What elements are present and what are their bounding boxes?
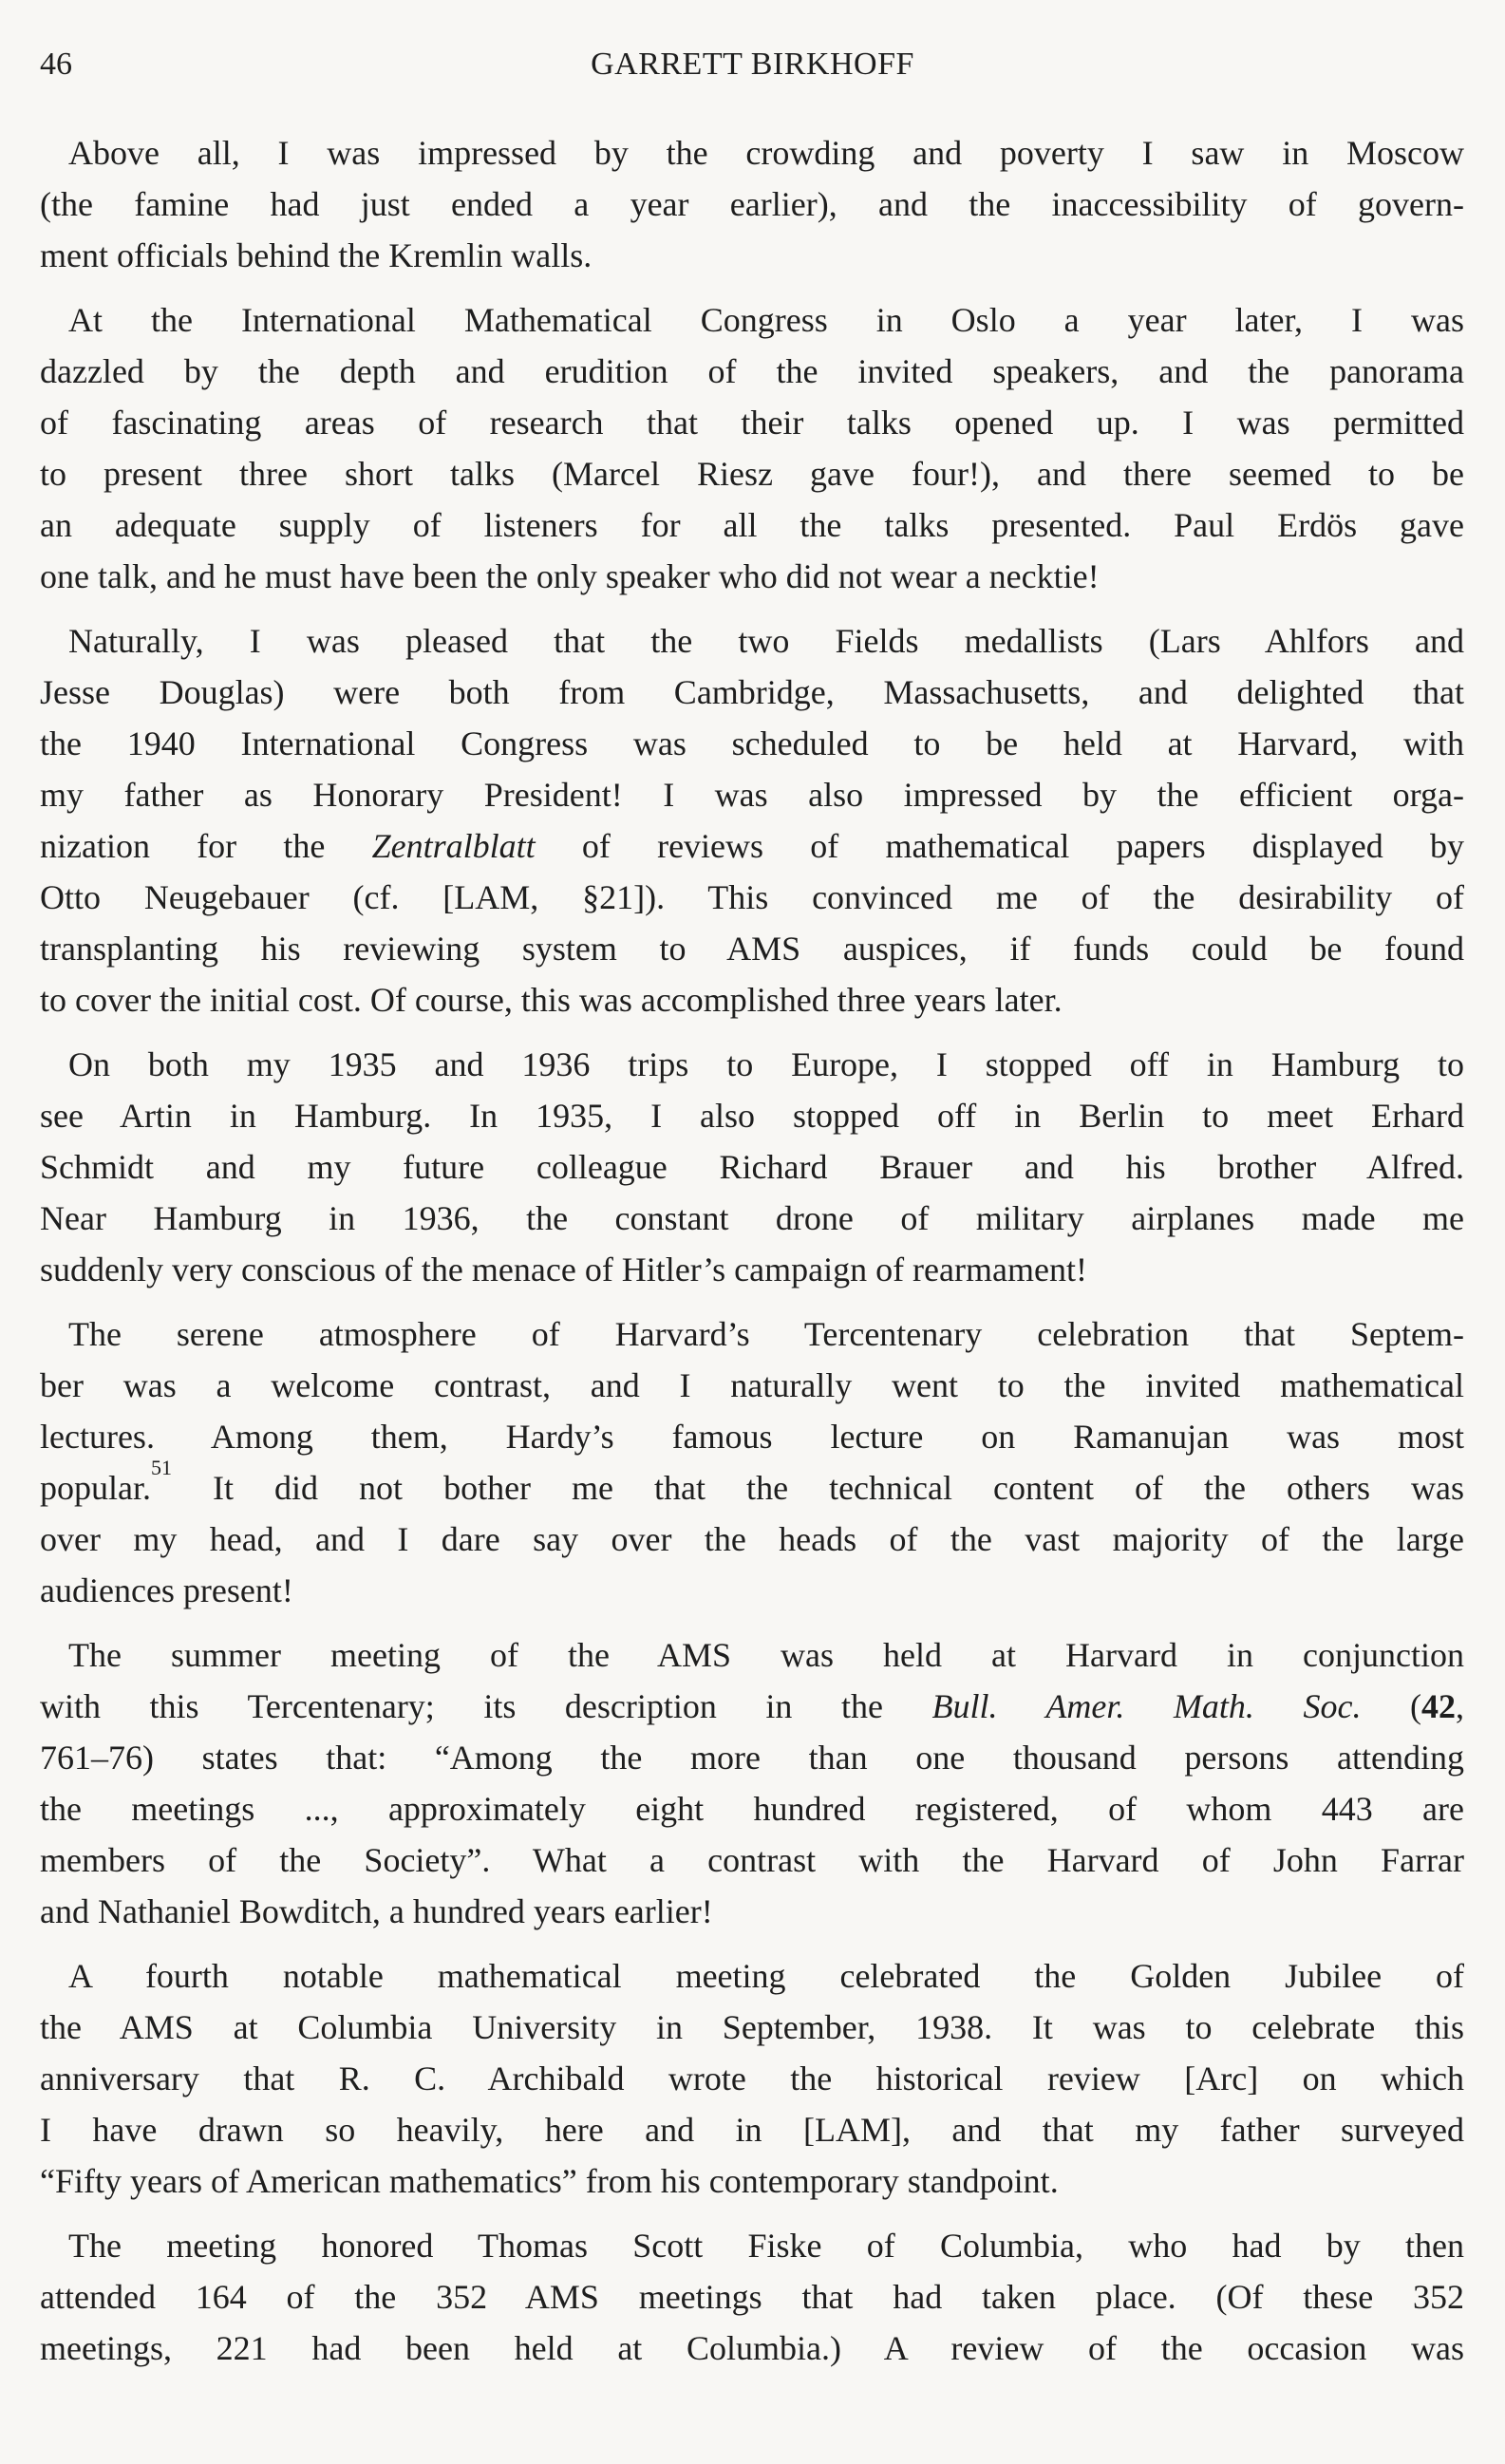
text-line: my father as Honorary President! I was also impressed by the efficient orga- (40, 776, 1464, 814)
text-line: dazzled by the depth and erudition of the invited speakers, and the panorama (40, 352, 1464, 390)
text-line: meetings, 221 had been held at Columbia.) A review of the occasion was (40, 2329, 1464, 2367)
text-line: I have drawn so heavily, here and in [LAM], and that my father surveyed (40, 2111, 1464, 2149)
text-line: 761–76) states that: “Among the more than one thousand persons attending (40, 1739, 1464, 1777)
paragraph (40, 1308, 1464, 1616)
text-line: over my head, and I dare say over the heads of the vast majority of the large (40, 1520, 1464, 1558)
text-line: The summer meeting of the AMS was held at Harvard in conjunction (68, 1636, 1464, 1674)
text-line: the AMS at Columbia University in September, 1938. It was to celebrate this (40, 2008, 1464, 2046)
text-line: The meeting honored Thomas Scott Fiske of Columbia, who had by then (68, 2227, 1464, 2265)
paragraph (40, 615, 1464, 1025)
text-line: see Artin in Hamburg. In 1935, I also stopped off in Berlin to meet Erhard (40, 1097, 1464, 1135)
text-line: of fascinating areas of research that their talks opened up. I was permitted (40, 404, 1464, 442)
text-line: transplanting his reviewing system to AMS auspices, if funds could be found (40, 930, 1464, 968)
paragraph (40, 1039, 1464, 1295)
text-line: At the International Mathematical Congress in Oslo a year later, I was (68, 301, 1464, 339)
paragraph (40, 2220, 1464, 2374)
text-line: audiences present! (40, 1571, 293, 1609)
text-line: suddenly very conscious of the menace of Hitler’s campaign of rearmament! (40, 1251, 1087, 1288)
text-line: the 1940 International Congress was scheduled to be held at Harvard, with (40, 724, 1464, 762)
page-number: 46 (40, 47, 72, 82)
text-line: with this Tercentenary; its description in the Bull. Amer. Math. Soc. (42, (40, 1687, 1464, 1725)
text-line: lectures. Among them, Hardy’s famous lecture on Ramanujan was most (40, 1418, 1464, 1456)
footnote-ref: 51 (150, 1456, 172, 1479)
text-line: Near Hamburg in 1936, the constant drone of military airplanes made me (40, 1199, 1464, 1237)
text-line: popular.$^{51}$ It did not bother me that the technical content of the others was (40, 1456, 1464, 1507)
paragraph (40, 1629, 1464, 1937)
body-text (40, 127, 1464, 2387)
running-head: GARRETT BIRKHOFF (591, 47, 914, 82)
text-line: to present three short talks (Marcel Riesz gave four!), and there seemed to be (40, 455, 1464, 493)
text-line: ment officials behind the Kremlin walls. (40, 236, 593, 274)
text-line: nization for the Zentralblatt of reviews of mathematical papers displayed by (40, 827, 1464, 865)
text-line: Otto Neugebauer (cf. [LAM, §21]). This convinced me of the desirability of (40, 878, 1464, 916)
paragraph (40, 1950, 1464, 2207)
page-header (0, 46, 1505, 87)
text-line: “Fifty years of American mathematics” from his contemporary standpoint. (40, 2162, 1059, 2200)
text-line: to cover the initial cost. Of course, this was accomplished three years later. (40, 981, 1063, 1019)
text-line: members of the Society”. What a contrast with the Harvard of John Farrar (40, 1841, 1464, 1879)
paragraph (40, 294, 1464, 602)
text-line: Schmidt and my future colleague Richard Brauer and his brother Alfred. (40, 1148, 1464, 1186)
text-line: and Nathaniel Bowditch, a hundred years earlier! (40, 1892, 713, 1930)
text-line: the meetings ..., approximately eight hundred registered, of whom 443 are (40, 1790, 1464, 1828)
text-line: ber was a welcome contrast, and I naturally went to the invited mathematical (40, 1366, 1464, 1404)
text-line: A fourth notable mathematical meeting celebrated the Golden Jubilee of (68, 1957, 1464, 1995)
text-line: Above all, I was impressed by the crowding and poverty I saw in Moscow (68, 134, 1464, 172)
text-line: anniversary that R. C. Archibald wrote the historical review [Arc] on which (40, 2060, 1464, 2097)
text-line: On both my 1935 and 1936 trips to Europe, I stopped off in Hamburg to (68, 1045, 1464, 1083)
paragraph (40, 127, 1464, 281)
text-line: an adequate supply of listeners for all the talks presented. Paul Erdös gave (40, 506, 1464, 544)
text-line: Naturally, I was pleased that the two Fields medallists (Lars Ahlfors and (68, 622, 1464, 660)
text-line: Jesse Douglas) were both from Cambridge, Massachusetts, and delighted that (40, 673, 1464, 711)
text-line: one talk, and he must have been the only speaker who did not wear a necktie! (40, 557, 1100, 595)
text-line: The serene atmosphere of Harvard’s Tercentenary celebration that Septem- (68, 1315, 1464, 1353)
text-line: (the famine had just ended a year earlier), and the inaccessibility of govern- (40, 185, 1464, 223)
text-line: attended 164 of the 352 AMS meetings that had taken place. (Of these 352 (40, 2278, 1464, 2316)
